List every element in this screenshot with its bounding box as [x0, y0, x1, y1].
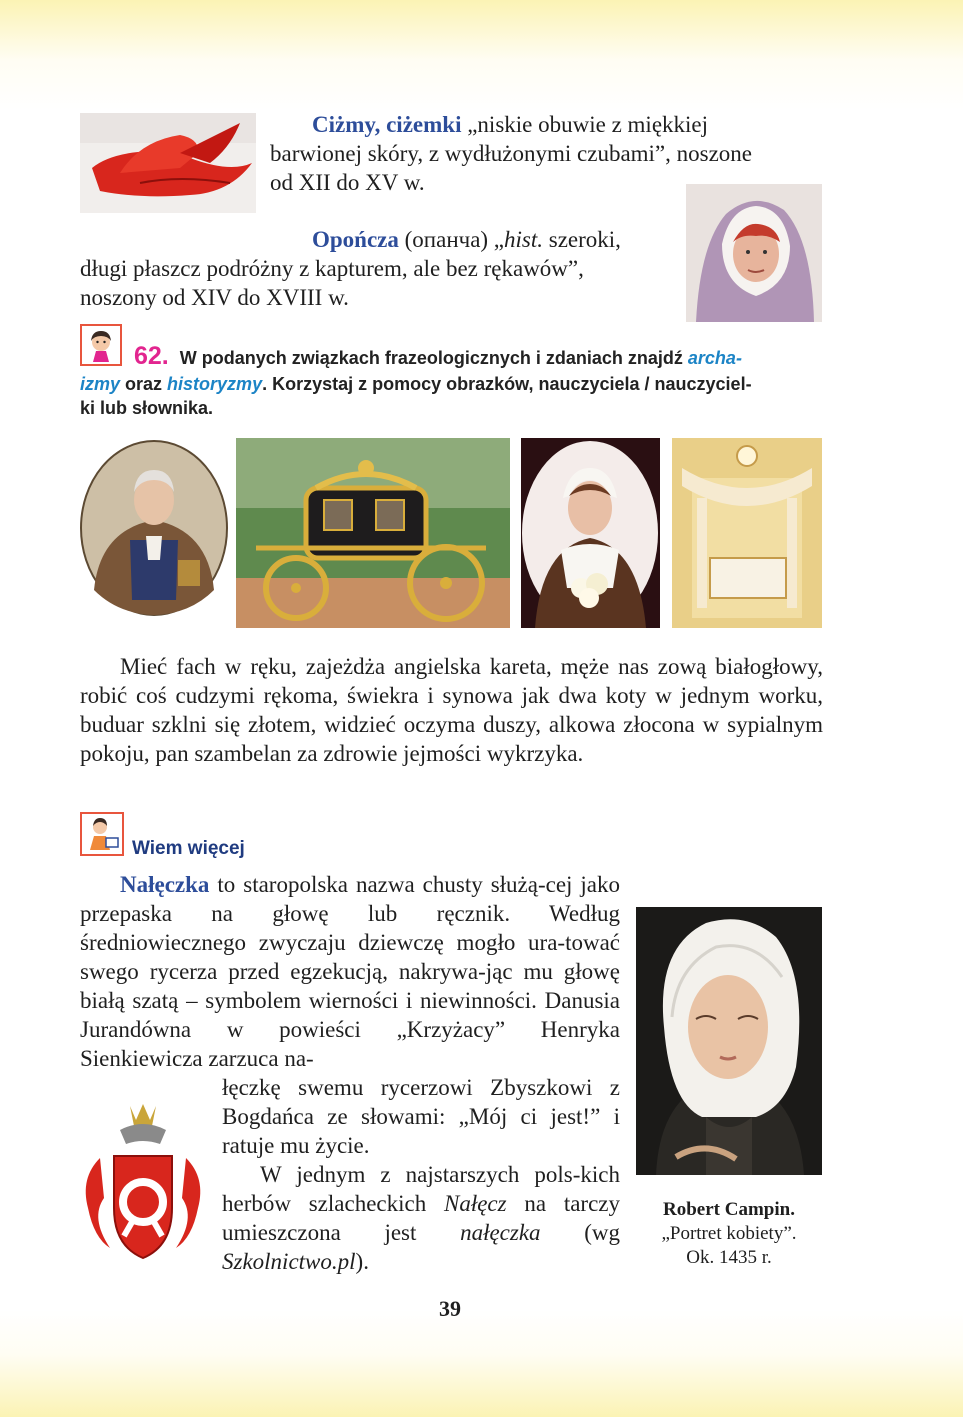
- caption-author: Robert Campin.: [663, 1199, 795, 1220]
- naleczk-coat-of-arms-image: [80, 1098, 206, 1262]
- entry-oponcza: Opończa (опанча) „hist. szeroki, długi płaszcz podróżny z kapturem, ale bez rękawów”, noszony od XIV do XVIII w.: [80, 227, 621, 310]
- page-number: 39: [439, 1296, 461, 1321]
- caption-date: Ok. 1435 r.: [686, 1247, 772, 1268]
- caption-title: „Portret kobiety”.: [661, 1223, 797, 1244]
- wiem-wiecej-heading: Wiem więcej: [132, 838, 245, 859]
- term-naleczka: Nałęczka: [120, 872, 210, 897]
- girl-icon: [82, 326, 120, 364]
- alcove-bedroom-image: [672, 438, 822, 628]
- wiem-wiecej-paragraph-2: W jednym z najstarszych pols-kich herbów szlacheckich Nałęcz na tarczy umieszczona jest nałęczka (wg Szkolnictwo.pl).: [222, 1162, 620, 1274]
- term-cizmy: Ciżmy, ciżemki: [312, 112, 462, 137]
- red-shoes-image: [80, 113, 256, 213]
- golden-carriage-image: [236, 438, 510, 628]
- nobleman-portrait-image: [80, 440, 228, 616]
- exercise-instruction: 62. W podanych związkach frazeologicznych i zdaniach znajdź archa-: [134, 342, 742, 370]
- exercise-number: 62.: [134, 342, 169, 370]
- hooded-woman-image: [686, 184, 822, 322]
- girl-reading-icon: [82, 814, 122, 854]
- portrait-caption: [636, 1198, 822, 1270]
- campin-portrait-image: [636, 907, 822, 1175]
- woman-with-bouquet-image: [521, 438, 660, 628]
- term-oponcza: Opończa: [312, 227, 399, 252]
- exercise-text: Mieć fach w ręku, zajeżdża angielska kareta, męże nas zową białogłowy, robić coś cudzymi rękoma, świekra i synowa jak dwa koty w jednym worku, buduar szklni się złotem, widzieć oczyma duszy, alkowa złocona w sypialnym pokoju, pan szambelan za zdrowie jejmości wykrzyka.: [80, 654, 823, 766]
- wiem-wiecej-paragraph-1-tail: łęczkę swemu rycerzowi Zbyszkowi z Bogdańca ze słowami: „Mój ci jest!” i ratuje mu życie.: [222, 1075, 620, 1158]
- entry-cizmy: Ciżmy, ciżemki „niskie obuwie z miękkiej barwionej skóry, z wydłużonymi czubami”, noszone od XII do XV w.: [270, 112, 753, 195]
- wiem-wiecej-paragraph-1: Nałęczka to staropolska nazwa chusty służą-cej jako przepaska na głowę lub ręcznik. Według średniowiecznego zwyczaju dziewczę mogło ura-tować swego rycerza przed egzekucją, nakrywa-jąc mu głowę białą szatą – symbolem wierności i niewinności. Danusia Jurandówna w powieści „Krzyżacy” Henryka Sienkiewicza zarzuca na-: [80, 872, 620, 1071]
- exercise-icon: [80, 324, 122, 366]
- wiem-wiecej-icon: [80, 812, 124, 856]
